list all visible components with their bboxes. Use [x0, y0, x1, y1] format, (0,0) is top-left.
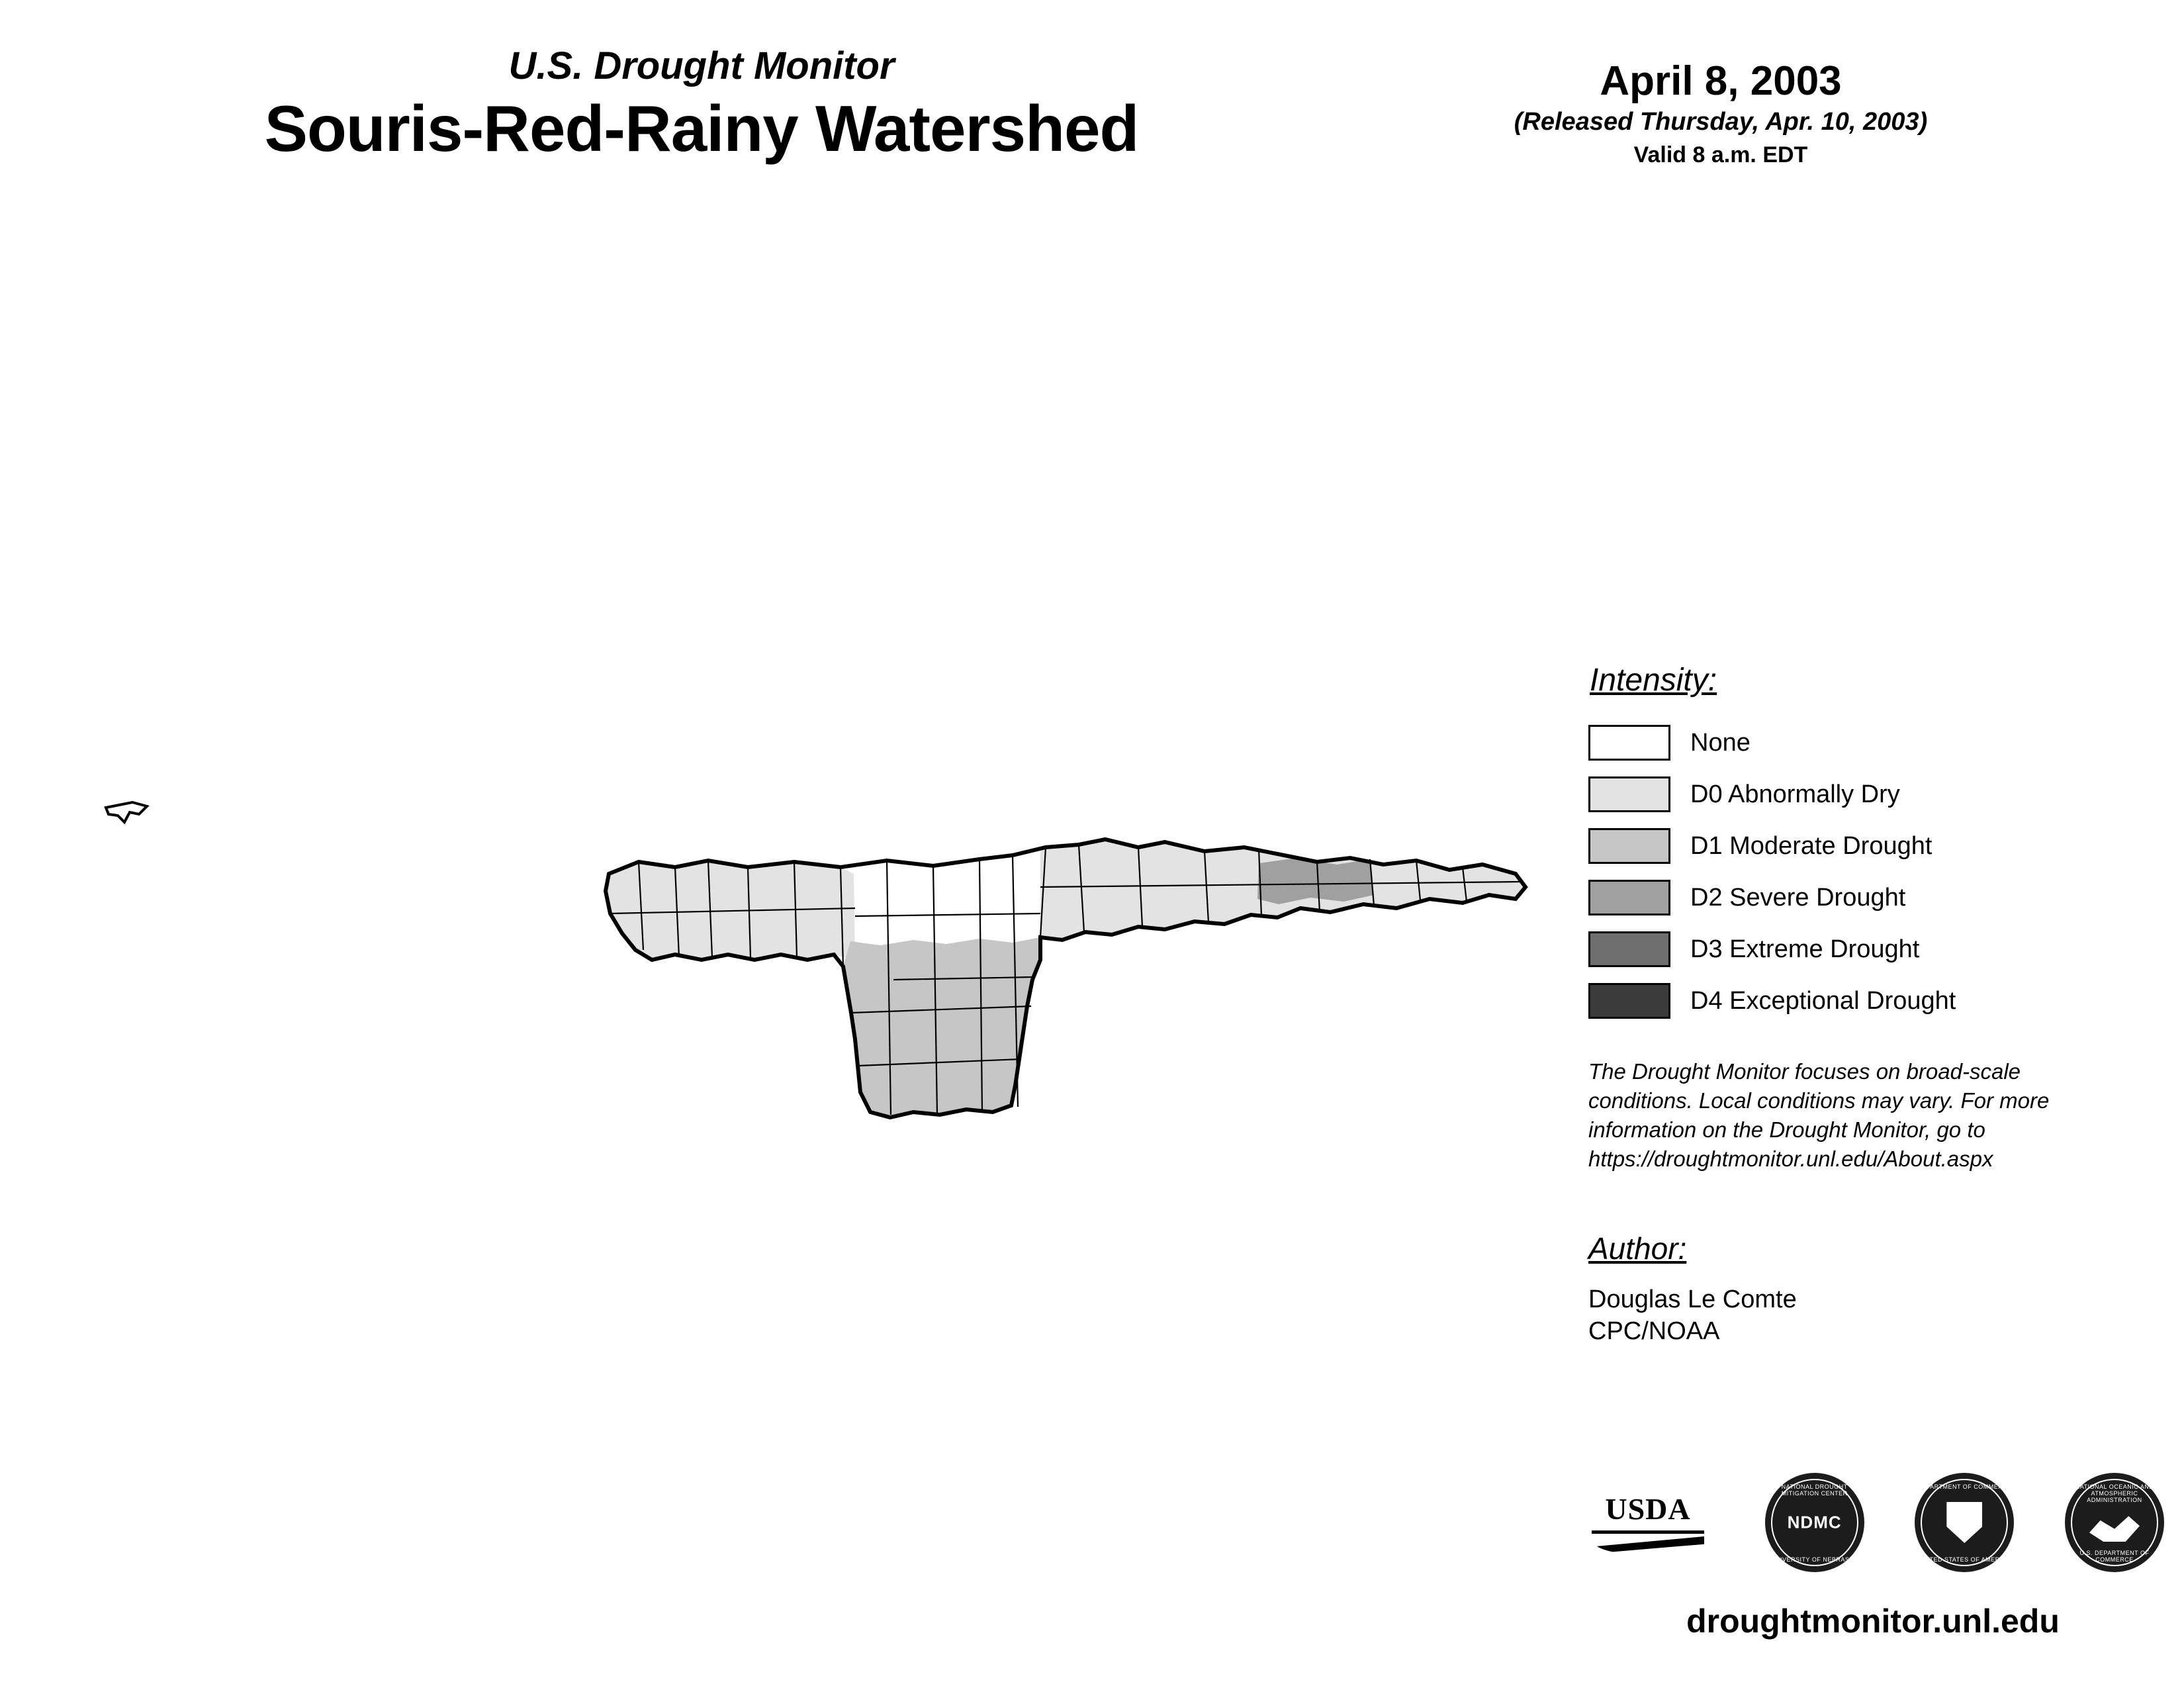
date-released: (Released Thursday, Apr. 10, 2003): [1514, 108, 1928, 136]
legend-panel: [1588, 662, 2158, 1348]
title-block: [73, 46, 1330, 163]
program-title: U.S. Drought Monitor: [508, 44, 895, 87]
ndmc-logo-text: NDMC: [1787, 1512, 1842, 1532]
usda-logo-text: USDA: [1605, 1492, 1691, 1526]
usda-logo: [1582, 1491, 1714, 1554]
legend-label-d2: D2 Severe Drought: [1690, 883, 1906, 912]
legend-item-none: [1588, 717, 2158, 769]
legend-swatch-d1: [1588, 828, 1670, 864]
ndmc-logo-arc-bottom: UNIVERSITY OF NEBRASKA: [1770, 1556, 1858, 1563]
logo-row: [1582, 1463, 2164, 1582]
date-main: April 8, 2003: [1600, 58, 1842, 104]
usdc-logo-arc-bottom: UNITED STATES OF AMERICA: [1918, 1556, 2011, 1563]
legend-label-d1: D1 Moderate Drought: [1690, 831, 1933, 860]
legend-label-d4: D4 Exceptional Drought: [1690, 986, 1956, 1015]
legend-swatch-d3: [1588, 931, 1670, 967]
usdc-logo-arc-top: DEPARTMENT OF COMMERCE: [1917, 1483, 2012, 1490]
legend-item-d4: [1588, 975, 2158, 1027]
noaa-logo-arc-bottom: U.S. DEPARTMENT OF COMMERCE: [2079, 1550, 2150, 1563]
author-title: Author:: [1588, 1231, 1687, 1266]
usda-logo-rule: [1592, 1530, 1704, 1534]
author-name: Douglas Le Comte: [1588, 1285, 1797, 1313]
legend-label-d3: D3 Extreme Drought: [1690, 935, 1920, 963]
author-affiliation: CPC/NOAA: [1588, 1317, 1720, 1346]
header: [0, 0, 2184, 278]
page-title: Souris-Red-Rainy Watershed: [264, 91, 1139, 165]
map-container[interactable]: [40, 649, 1549, 1311]
map-region-northwest-island[interactable]: [106, 802, 147, 822]
ndmc-logo: [1765, 1473, 1864, 1572]
legend-title: Intensity:: [1590, 663, 1717, 698]
legend-swatch-d2: [1588, 880, 1670, 915]
legend-item-d0: [1588, 769, 2158, 820]
noaa-logo-arc-top: NATIONAL OCEANIC AND ATMOSPHERIC ADMINISTRATION: [2075, 1483, 2154, 1503]
map-region-south-central-d1[interactable]: [843, 937, 1040, 1117]
legend-item-d2: [1588, 872, 2158, 923]
site-url[interactable]: droughtmonitor.unl.edu: [1686, 1603, 2060, 1640]
date-valid: Valid 8 a.m. EDT: [1633, 142, 1808, 167]
watershed-map[interactable]: [40, 649, 1549, 1311]
legend-item-d1: [1588, 820, 2158, 872]
noaa-logo: [2065, 1473, 2164, 1572]
legend-swatch-d0: [1588, 776, 1670, 812]
map-region-east-central-d2[interactable]: [1257, 858, 1374, 904]
legend-note: The Drought Monitor focuses on broad-scale conditions. Local conditions may vary. For more information on the Drought Monitor, go to https://droughtmonitor.unl.edu/About.aspx: [1588, 1059, 2050, 1171]
usda-logo-swoosh: [1592, 1536, 1704, 1554]
date-block: [1363, 60, 2078, 167]
author-block: [1588, 1231, 2158, 1348]
usdc-logo: [1915, 1473, 2014, 1572]
legend-swatch-d4: [1588, 983, 1670, 1019]
legend-label-none: None: [1690, 728, 1751, 757]
ndmc-logo-arc-top: NATIONAL DROUGHT MITIGATION CENTER: [1781, 1483, 1848, 1497]
legend-label-d0: D0 Abnormally Dry: [1690, 780, 1900, 808]
legend-item-d3: [1588, 923, 2158, 975]
legend-swatch-none: [1588, 725, 1670, 761]
